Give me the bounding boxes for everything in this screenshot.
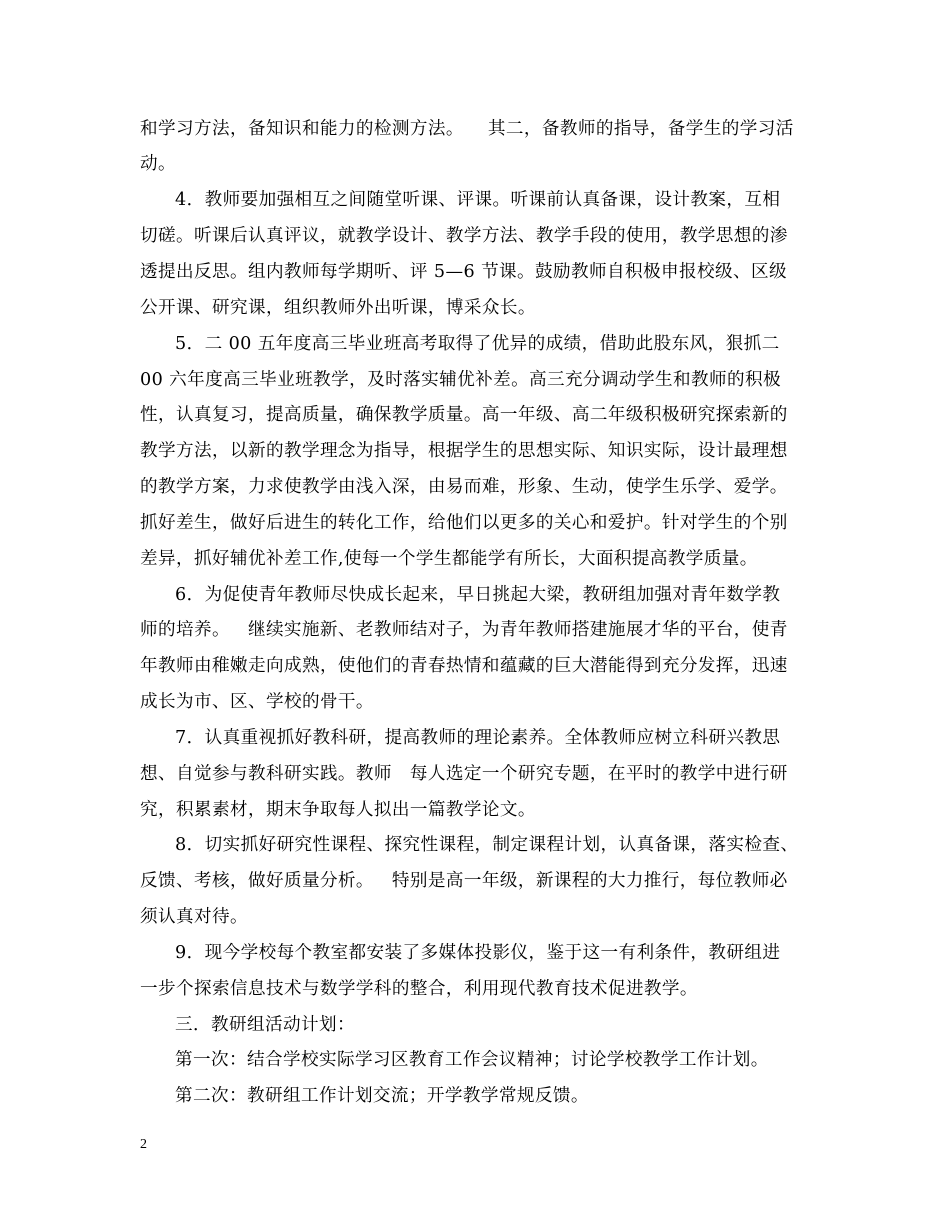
text-line: 成长为市、区、学校的骨干。 [140, 692, 374, 712]
text-line: 想、自觉参与教科研实践。教师 每人选定一个研究专题，在平时的教学中进行研 [140, 764, 788, 784]
text-line: 教学方法，以新的教学理念为指导，根据学生的思想实际、知识实际，设计最理想 [140, 441, 788, 461]
text-line: 4．教师要加强相互之间随堂听课、评课。听课前认真备课，设计教案，互相 [175, 190, 781, 210]
text-line: 第二次：教研组工作计划交流；开学教学常规反馈。 [175, 1086, 589, 1106]
text-line: 年教师由稚嫩走向成熟，使他们的青春热情和蕴藏的巨大潜能得到充分发挥，迅速 [140, 656, 788, 676]
text-line: 6．为促使青年教师尽快成长起来，早日挑起大梁，教研组加强对青年数学教 [175, 585, 781, 605]
text-line: 师的培养。 继续实施新、老教师结对子，为青年教师搭建施展才华的平台，使青 [140, 620, 788, 640]
text-line: 性，认真复习，提高质量，确保教学质量。高一年级、高二年级积极研究探索新的 [140, 405, 788, 425]
text-line: 和学习方法，备知识和能力的检测方法。 其二，备教师的指导，备学生的学习活 [140, 119, 794, 139]
text-line: 差异，抓好辅优补差工作,使每一个学生都能学有所长，大面积提高教学质量。 [140, 549, 758, 569]
text-line: 8．切实抓好研究性课程、探究性课程，制定课程计划，认真备课，落实检查、 [175, 835, 799, 855]
text-line: 究，积累素材，期末争取每人拟出一篇教学论文。 [140, 800, 536, 820]
text-line: 须认真对待。 [140, 907, 248, 927]
text-line: 切磋。听课后认真评议，就教学设计、教学方法、教学手段的使用，教学思想的渗 [140, 226, 788, 246]
text-line: 抓好差生，做好后进生的转化工作，给他们以更多的关心和爱护。针对学生的个别 [140, 513, 788, 533]
text-line: 第一次：结合学校实际学习区教育工作会议精神；讨论学校教学工作计划。 [175, 1050, 769, 1070]
text-line: 动。 [140, 154, 176, 174]
page-number: 2 [140, 1137, 147, 1152]
text-line: 5．二 00 五年度高三毕业班高考取得了优异的成绩，借助此股东风，狠抓二 [175, 334, 780, 354]
text-line: 公开课、研究课，组织教师外出听课，博采众长。 [140, 298, 536, 318]
text-line: 的教学方案，力求使教学由浅入深，由易而难，形象、生动，使学生乐学、爱学。 [140, 477, 788, 497]
text-line: 00 六年度高三毕业班教学，及时落实辅优补差。高三充分调动学生和教师的积极 [140, 370, 781, 390]
text-line: 一步个探索信息技术与数学学科的整合，利用现代教育技术促进教学。 [140, 979, 698, 999]
text-line: 9．现今学校每个教室都安装了多媒体投影仪，鉴于这一有利条件，教研组进 [175, 943, 781, 963]
text-line: 7．认真重视抓好教科研，提高教师的理论素养。全体教师应树立科研兴教思 [175, 728, 781, 748]
text-line: 三．教研组活动计划： [175, 1015, 355, 1035]
text-line: 透提出反思。组内教师每学期听、评 5—6 节课。鼓励教师自积极申报校级、区级 [140, 262, 787, 282]
text-line: 反馈、考核，做好质量分析。 特别是高一年级，新课程的大力推行，每位教师必 [140, 871, 788, 891]
